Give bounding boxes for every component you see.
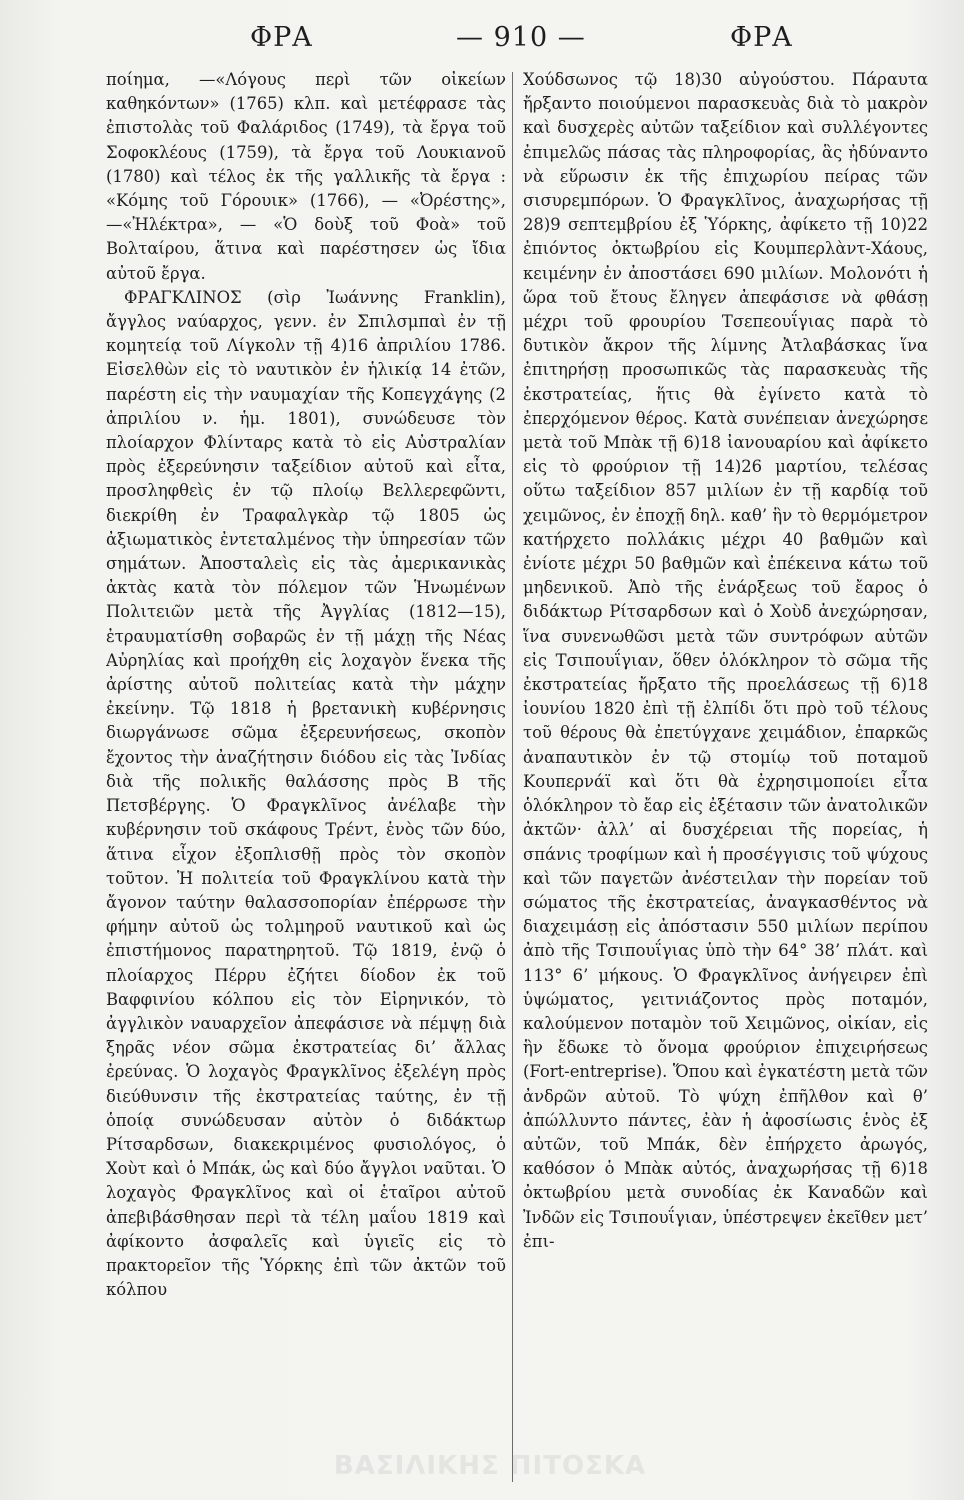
page-header	[100, 22, 925, 62]
running-head-left: ΦΡΑ	[250, 22, 313, 53]
entry-franklin-continuation-paragraph: Χούδσωνος τῷ 18)30 αὐγούστου. Πάραυτα ἤρξαντο ποιούμενοι παρασκευὰς διὰ τὸ μακρὸν καὶ δυσχερὲς αὐτῶν ταξείδιον καὶ συλλέγοντες ἐπιμελῶς πάσας τὰς πληροφορίας, ἃς ἠδύναντο νὰ εὕρωσιν ἐκ τῆς ἐπιχωρίου πείρας τῶν σισυρεμπόρων. Ὁ Φραγκλῖνος, ἀναχωρήσας τῇ 28)9 σεπτεμβρίου ἐξ Ὑόρκης, ἀφίκετο τῇ 10)22 ἐπιόντος ὀκτωβρίου εἰς Κουμπερλὰντ-Χάους, κειμένην ἐν ἀποστάσει 690 μιλίων. Μολονότι ἡ ὥρα τοῦ ἔτους ἔληγεν ἀπεφάσισε νὰ φθάσῃ μέχρι τοῦ φρουρίου Τσεπεουΐγιας παρὰ τὸ δυτικὸν ἄκρον τῆς λίμνης Ἀτλαβάσκας ἵνα ἐπιτηρήσῃ προσωπικῶς τὰς παρασκευὰς τῆς ἐκστρατείας, ἥτις θὰ ἐγίνετο κατὰ τὸ ἐπερχόμενον θέρος. Κατὰ συνέπειαν ἀνεχώρησε μετὰ τοῦ Μπὰκ τῇ 6)18 ἰανουαρίου καὶ ἀφίκετο εἰς τὸ φρούριον τῇ 14)26 μαρτίου, τελέσας οὕτω ταξείδιον 857 μιλίων ἐν τῇ καρδίᾳ τοῦ χειμῶνος, ἐν ἐποχῇ δηλ. καθ’ ἣν τὸ θερμόμετρον κατήρχετο πολλάκις μέχρι 40 βαθμῶν καὶ ἐνίοτε μέχρι 50 βαθμῶν καὶ ἐπέκεινα κάτω τοῦ μηδενικοῦ. Ἀπὸ τῆς ἐνάρξεως τοῦ ἔαρος ὁ διδάκτωρ Ρίτσαρδσων καὶ ὁ Χοὺδ ἀνεχώρησαν, ἵνα συνενωθῶσι μετὰ τῶν συντρόφων αὐτῶν εἰς Τσιπουΐγιαν, ὅθεν ὁλόκληρον τὸ σῶμα τῆς ἐκστρατείας ἤρξατο τῆς προελάσεως τῇ 6)18 ἰουνίου 1820 ἐπὶ τῇ ἐλπίδι ὅτι πρὸ τοῦ τέλους τοῦ θέρους θὰ ἐπετύγχανε χειμάδιον, ἐπαρκῶς ἀναπαυτικὸν ἐν τῷ στομίῳ τοῦ ποταμοῦ Κουπερνάϊ καὶ ὅτι θὰ ἐχρησιμοποίει εἶτα ὁλόκληρον τὸ ἔαρ εἰς ἐξέτασιν τῶν ἀνατολικῶν ἀκτῶν· ἀλλ’ αἱ δυσχέρειαι τῆς πορείας, ἡ σπάνις τροφίμων καὶ ἡ προσέγγισις τοῦ ψύχους καὶ τῶν παγετῶν ἀνέστειλαν τὴν πορείαν τοῦ σώματος τῆς ἐκστρατείας, ἀναγκασθέντος νὰ διαχειμάσῃ εἰς ἀπόστασιν 550 μιλίων περίπου ἀπὸ τῆς Τσιπουΐγιας ὑπὸ τὴν 64° 38’ πλάτ. καὶ 113° 6’ μήκους. Ὁ Φραγκλῖνος ἀνήγειρεν ἐπὶ ὑψώματος, γειτνιάζοντος πρὸς ποταμόν, καλούμενον ποταμὸν τοῦ Χειμῶνος, οἰκίαν, εἰς ἣν ἔδωκε τὸ ὄνομα φρούριον ἐπιχειρήσεως (Fort-entreprise). Ὅπου καὶ ἐγκατέστη μετὰ τῶν ἀνδρῶν αὐτοῦ. Τὸ ψύχη ἐπῆλθον καὶ θ’ ἀπώλλυντο πάντες, ἐὰν ἡ ἀφοσίωσις ἑνὸς ἐξ αὐτῶν, τοῦ Μπάκ, δὲν ἐπήρχετο ἀρωγός, καθόσον ὁ Μπὰκ αὐτός, ἀναχωρήσας τῇ 6)18 ὀκτωβρίου μετὰ συνοδίας ἐκ Καναδῶν καὶ Ἰνδῶν εἰς Τσιπουΐγιαν, ὑπέστρεψεν ἐκεῖθεν μετ’ ἐπι-	[523, 70, 928, 1251]
column-divider	[512, 72, 513, 1482]
entry-franklin-paragraph: ΦΡΑΓΚΛΙΝΟΣ (σὶρ Ἰωάννης Franklin), ἄγγλος ναύαρχος, γενν. ἐν Σπιλσμπαὶ ἐν τῇ κομητείᾳ τοῦ Λίγκολν τῇ 4)16 ἀπριλίου 1786. Εἰσελθὼν εἰς τὸ ναυτικὸν ἐν ἡλικίᾳ 14 ἐτῶν, παρέστη εἰς τὴν ναυμαχίαν τῆς Κοπεγχάγης (2 ἀπριλίου ν. ἡμ. 1801), συνώδευσε τὸν πλοίαρχον Φλίνταρς κατὰ τὸ εἰς Αὐστραλίαν πρὸς ἐξερεύνησιν ταξείδιον αὐτοῦ καὶ εἶτα, προσληφθεὶς ἐν τῷ πλοίῳ Βελλερεφῶντι, διεκρίθη ἐν Τραφαλγκὰρ τῷ 1805 ὡς ἀξιωματικὸς ἐντεταλμένος τὴν ὑπηρεσίαν τῶν σημάτων. Ἀποσταλεὶς εἰς τὰς ἀμερικανικὰς ἀκτὰς κατὰ τὸν πόλεμον τῶν Ἡνωμένων Πολιτειῶν μετὰ τῆς Ἀγγλίας (1812—15), ἐτραυματίσθη σοβαρῶς ἐν τῇ μάχῃ τῆς Νέας Αὐρηλίας καὶ προήχθη εἰς λοχαγὸν ἕνεκα τῆς ἀρίστης αὐτοῦ πολιτείας κατὰ τὴν μάχην ἐκείνην. Τῷ 1818 ἡ βρετανικὴ κυβέρνησις διωργάνωσε σῶμα ἐξερευνήσεως, σκοπὸν ἔχοντος τὴν ἀναζήτησιν διόδου εἰς τὰς Ἰνδίας διὰ τῆς πολικῆς θαλάσσης πρὸς Β τῆς Πετσβέργης. Ὁ Φραγκλῖνος ἀνέλαβε τὴν κυβέρνησιν τοῦ σκάφους Τρέντ, ἑνὸς τῶν δύο, ἅτινα εἶχον ἐξοπλισθῇ πρὸς τὸν σκοπὸν τοῦτον. Ἡ πολιτεία τοῦ Φραγκλίνου κατὰ τὴν ἄγονον ταύτην θαλασσοπορίαν ἐπέρρωσε τὴν φήμην αὐτοῦ ὡς τολμηροῦ ναυτικοῦ καὶ ὡς ἐπιστήμονος παρατηρητοῦ. Τῷ 1819, ἐνῷ ὁ πλοίαρχος Πέρρυ ἐζήτει δίοδον ἐκ τοῦ Βαφφινίου κόλπου εἰς τὸν Εἰρηνικόν, τὸ ἀγγλικὸν ναυαρχεῖον ἀπεφάσισε νὰ πέμψῃ διὰ ξηρᾶς νέον σῶμα ἐκστρατείας δι’ ἄλλας ἐρεύνας. Ὁ λοχαγὸς Φραγκλῖνος ἐξελέγη πρὸς διεύθυνσιν τῆς ἐκστρατείας ταύτης, ἐν τῇ ὁποίᾳ συνώδευσαν αὐτὸν ὁ διδάκτωρ Ρίτσαρδσων, διακεκριμένος φυσιολόγος, ὁ Χοὺτ καὶ ὁ Μπάκ, ὡς καὶ δύο ἄγγλοι ναῦται. Ὁ λοχαγὸς Φραγκλῖνος καὶ οἱ ἑταῖροι αὐτοῦ ἀπεβιβάσθησαν περὶ τὰ τέλη μαΐου 1819 καὶ ἀφίκοντο ἀσφαλεῖς καὶ ὑγιεῖς εἰς τὸ πρακτορεῖον τῆς Ὑόρκης ἐπὶ τῶν ἀκτῶν τοῦ κόλπου	[106, 287, 506, 1300]
running-head-right: ΦΡΑ	[730, 22, 793, 53]
entry-continuation-paragraph: ποίημα, —«Λόγους περὶ τῶν οἰκείων καθηκόντων» (1765) κλπ. καὶ μετέφρασε τὰς ἐπιστολὰς τοῦ Φαλάριδος (1749), τὰ ἔργα τοῦ Σοφοκλέους (1759), τὰ ἔργα τοῦ Λουκιανοῦ (1780) καὶ τέλος ἐκ τῆς γαλλικῆς τὰ ἔργα : «Κόμης τοῦ Γόρουικ» (1766), — «Ὀρέστης», —«Ἠλέκτρα», — «Ὁ δοὺξ τοῦ Φοὰ» τοῦ Βολταίρου, ἅτινα καὶ παρέστησεν ὡς ἴδια αὐτοῦ ἔργα.	[106, 70, 506, 283]
library-watermark: ΒΑΣΙΛΙΚΗΣ ΠΙΤΟΣΚΑ	[333, 1451, 647, 1481]
left-column	[106, 68, 506, 1488]
right-column	[523, 68, 928, 1488]
page-number: — 910 —	[456, 22, 586, 53]
